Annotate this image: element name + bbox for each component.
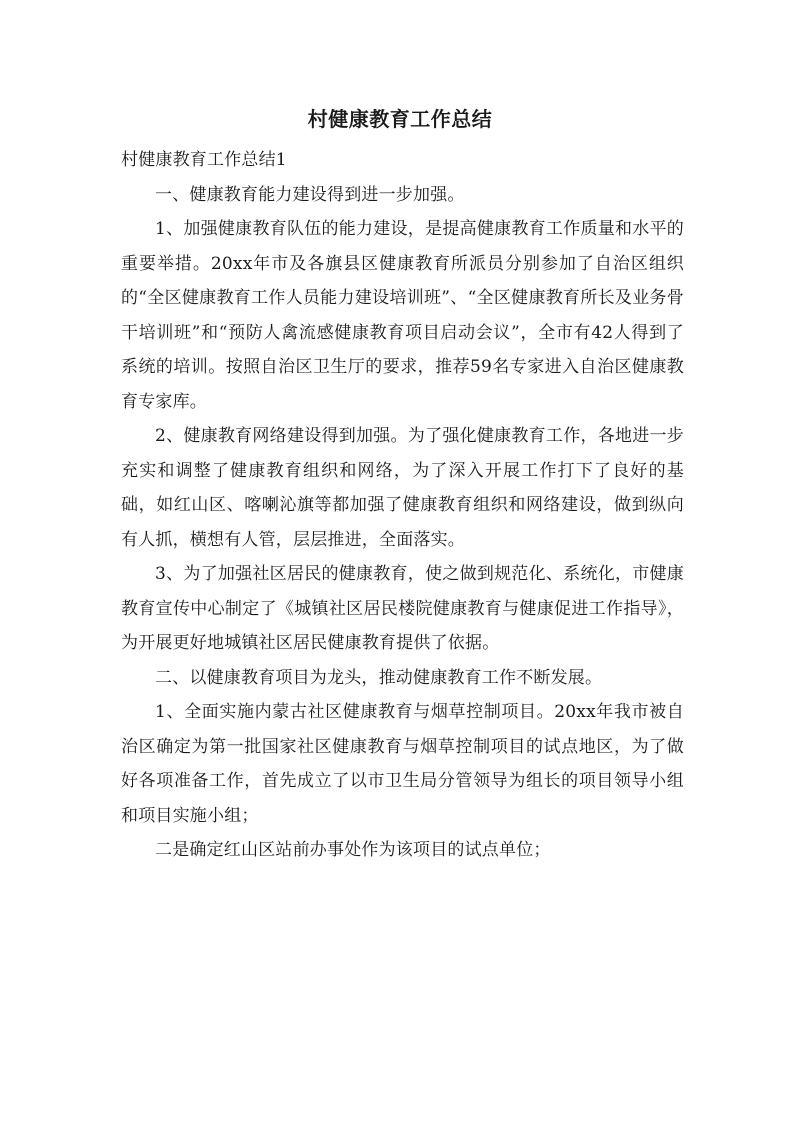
paragraph: 2、健康教育网络建设得到加强。为了强化健康教育工作，各地进一步充实和调整了健康教育组织和网络，为了深入开展工作打下了良好的基础，如红山区、喀喇沁旗等都加强了健康教育组织和网络建设，做到纵向有人抓，横想有人管，层层推进，全面落实。: [121, 426, 684, 550]
document-body: [121, 143, 684, 868]
document-subtitle: 村健康教育工作总结1: [121, 150, 287, 170]
paragraph: 二是确定红山区站前办事处作为该项目的试点单位；: [155, 840, 551, 860]
document-title: 村健康教育工作总结: [307, 107, 493, 131]
paragraph: 1、加强健康教育队伍的能力建设，是提高健康教育工作质量和水平的重要举措。20xx年市及各旗县区健康教育所派员分别参加了自治区组织的“全区健康教育工作人员能力建设培训班”、“全区健康教育所长及业务骨干培训班”和“预防人禽流感健康教育项目启动会议”，全市有42人得到了系统的培训。按照自治区卫生厅的要求，推荐59名专家进入自治区健康教育专家库。: [121, 219, 684, 412]
paragraph: 1、全面实施内蒙古社区健康教育与烟草控制项目。20xx年我市被自治区确定为第一批国家社区健康教育与烟草控制项目的试点地区，为了做好各项准备工作，首先成立了以市卫生局分管领导为组长的项目领导小组和项目实施小组；: [121, 702, 684, 826]
section-heading-2: 二、以健康教育项目为龙头，推动健康教育工作不断发展。: [155, 667, 603, 688]
section-heading-1: 一、健康教育能力建设得到进一步加强。: [155, 184, 465, 205]
paragraph: 3、为了加强社区居民的健康教育，使之做到规范化、系统化，市健康教育宣传中心制定了《城镇社区居民楼院健康教育与健康促进工作指导》，为开展更好地城镇社区居民健康教育提供了依据。: [121, 564, 684, 653]
